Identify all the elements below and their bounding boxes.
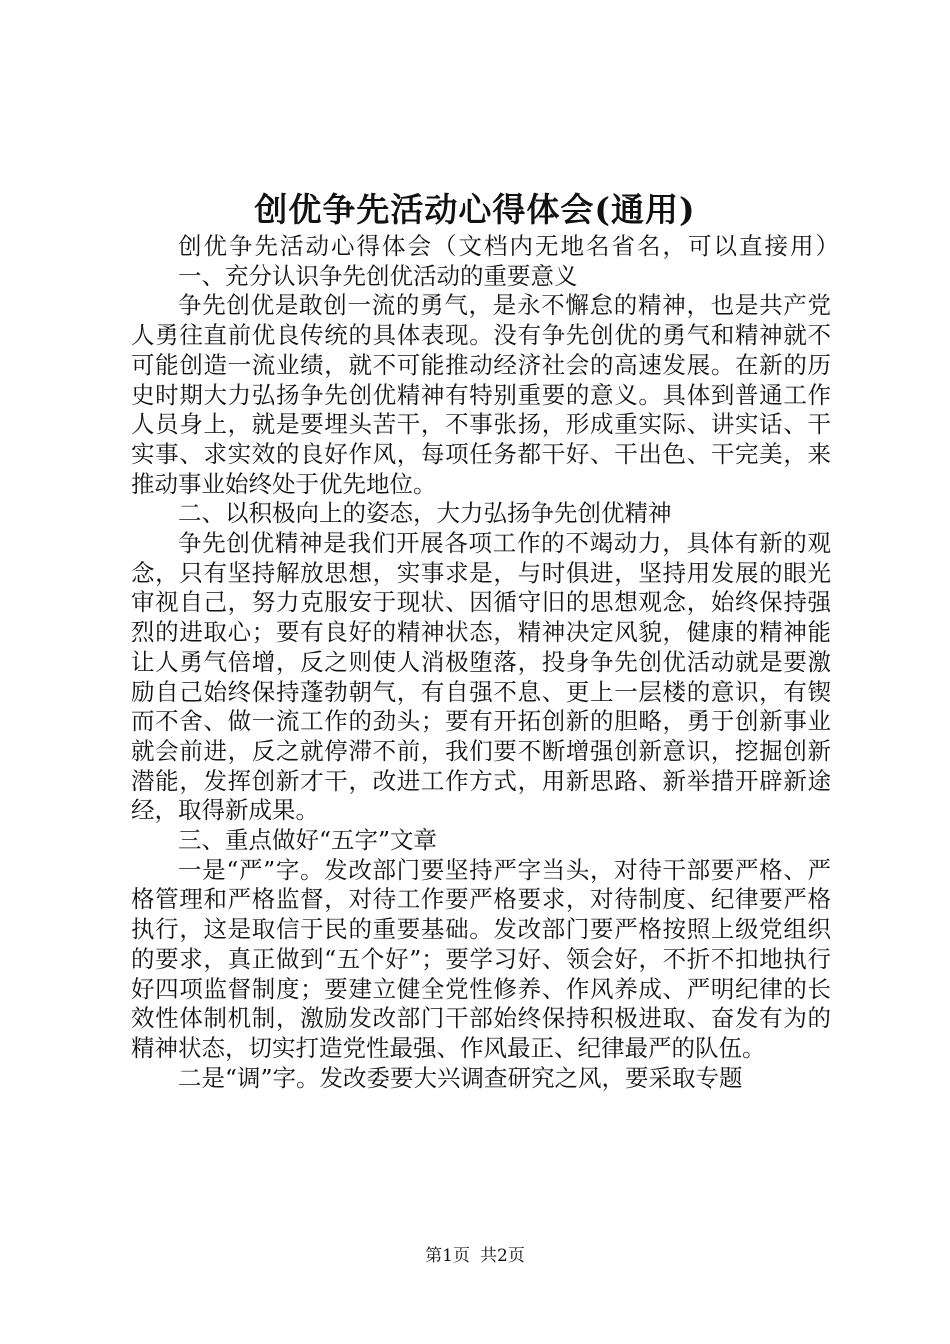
page-total: 共2页 bbox=[480, 1246, 525, 1266]
section-heading-2: 二、以积极向上的姿态，大力弘扬争先创优精神 bbox=[178, 499, 672, 528]
page-number: 第1页 bbox=[425, 1246, 470, 1266]
document-body bbox=[131, 232, 841, 1093]
intro-paragraph: 创优争先活动心得体会（文档内无地名省名，可以直接用） bbox=[178, 232, 841, 260]
section-heading-1: 一、充分认识争先创优活动的重要意义 bbox=[178, 261, 578, 290]
body-paragraph: 一是“严”字。发改部门要坚持严字当头，对待干部要严格、严格管理和严格监督，对待工作要严格要求，对待制度、纪律要严格执行，这是取信于民的重要基础。发改部门要严格按照上级党组织的要求，真正做到“五个好”；要学习好、领会好，不折不扣地执行好四项监督制度；要建立健全党性修养、作风养成、严明纪律的长效性体制机制，激励发改部门干部始终保持积极进取、奋发有为的精神状态，切实打造党性最强、作风最正、纪律最严的队伍。 bbox=[131, 855, 831, 1062]
page-footer bbox=[0, 1244, 950, 1268]
body-paragraph: 争先创优精神是我们开展各项工作的不竭动力，具体有新的观念，只有坚持解放思想，实事求是，与时俱进，坚持用发展的眼光审视自己，努力克服安于现状、因循守旧的思想观念，始终保持强烈的进取心；要有良好的精神状态，精神决定风貌，健康的精神能让人勇气倍增，反之则使人消极堕落，投身争先创优活动就是要激励自己始终保持蓬勃朝气，有自强不息、更上一层楼的意识，有锲而不舍、做一流工作的劲头；要有开拓创新的胆略，勇于创新事业就会前进，反之就停滞不前，我们要不断增强创新意识，挖掘创新潜能，发挥创新才干，改进工作方式，用新思路、新举措开辟新途经，取得新成果。 bbox=[131, 529, 831, 825]
body-paragraph: 争先创优是敢创一流的勇气，是永不懈怠的精神，也是共产党人勇往直前优良传统的具体表现。没有争先创优的勇气和精神就不可能创造一流业绩，就不可能推动经济社会的高速发展。在新的历史时期大力弘扬争先创优精神有特别重要的意义。具体到普通工作人员身上，就是要埋头苦干，不事张扬，形成重实际、讲实话、干实事、求实效的良好作风，每项任务都干好、干出色、干完美，来推动事业始终处于优先地位。 bbox=[131, 291, 831, 498]
body-paragraph: 二是“调”字。发改委要大兴调查研究之风，要采取专题 bbox=[178, 1063, 743, 1092]
document-title: 创优争先活动心得体会(通用) bbox=[254, 190, 696, 229]
section-heading-3: 三、重点做好“五字”文章 bbox=[178, 826, 438, 855]
